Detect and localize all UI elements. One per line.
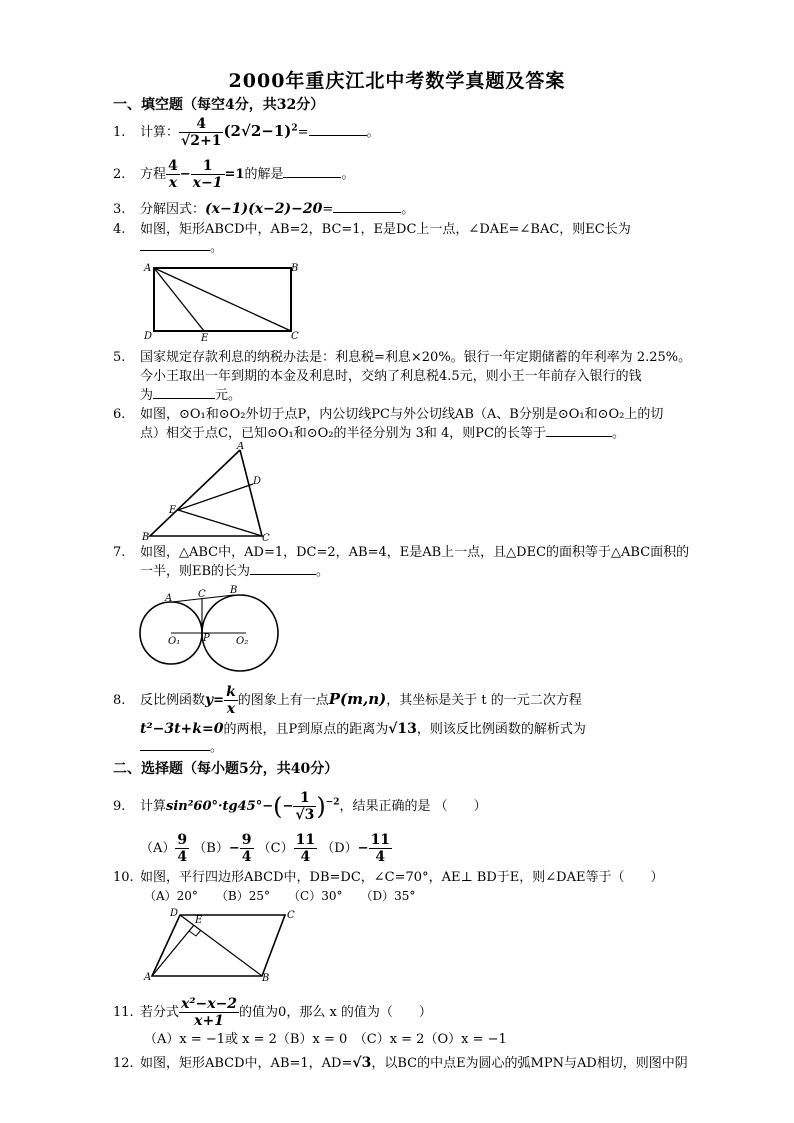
- question-number: 4.: [113, 222, 126, 237]
- question-8: [113, 684, 582, 717]
- page-title: 2000年重庆江北中考数学真题及答案: [228, 70, 566, 92]
- option-b[interactable]: [193, 832, 253, 865]
- text: 。: [341, 167, 355, 182]
- option-a[interactable]: [140, 832, 189, 865]
- answer-blank[interactable]: [140, 738, 210, 751]
- answer-blank[interactable]: [333, 200, 401, 213]
- fraction: [179, 116, 223, 149]
- answer-blank[interactable]: [309, 123, 367, 136]
- numerator: 9: [241, 832, 252, 848]
- question-5: [113, 348, 691, 368]
- denominator: 4: [375, 849, 386, 865]
- text: 点）相交于点C，已知⊙O₁和⊙O₂的半径分别为 3和 4，则PC的长等于: [140, 426, 546, 441]
- question-1: [113, 116, 380, 149]
- label-b: B: [230, 585, 238, 596]
- text: 反比例函数: [140, 693, 206, 708]
- text: ，其坐标是关于 t 的一元二次方程: [386, 693, 582, 708]
- variable: y: [205, 692, 214, 708]
- label-d: D: [170, 908, 179, 919]
- label-c: C: [262, 533, 270, 542]
- option-d[interactable]: [321, 832, 392, 865]
- minus: −: [282, 799, 294, 814]
- expression: (x−1)(x−2)−20: [205, 201, 323, 217]
- question-3: [113, 199, 414, 220]
- fraction: [369, 832, 392, 865]
- label-c: C: [198, 589, 206, 600]
- text: 的值为0，那么 x 的值为（ ）: [239, 1005, 432, 1020]
- text: 的图象上有一点: [237, 693, 329, 708]
- label-c: C: [287, 910, 295, 921]
- numerator: 11: [295, 832, 316, 848]
- label-d: D: [144, 331, 153, 342]
- fraction: [191, 158, 225, 191]
- numerator: 11: [370, 832, 391, 848]
- question-10-options[interactable]: （A）20° （B）25° （C）30° （D）35°: [144, 889, 416, 903]
- section-choice: 二、选择题（每小题5分，共40分）: [113, 761, 339, 777]
- figure-triangle: [140, 442, 280, 542]
- question-number: 9.: [113, 799, 126, 814]
- question-10: [113, 868, 663, 888]
- numerator: x²−x−2: [181, 996, 238, 1012]
- label-b: B: [262, 973, 270, 982]
- expression: (2√2−1): [223, 122, 292, 140]
- text: =: [322, 202, 334, 217]
- point: P(m,n): [328, 690, 387, 708]
- question-number: 12.: [113, 1056, 134, 1071]
- label-a: A: [165, 593, 173, 604]
- question-number: 1.: [113, 125, 126, 140]
- label-a: A: [237, 442, 245, 452]
- section-fill-in: 一、填空题（每空4分，共32分）: [113, 97, 325, 113]
- label-o2: O₂: [236, 636, 249, 647]
- text: 计算：: [140, 125, 180, 140]
- fraction: [166, 158, 180, 191]
- text: 。: [401, 202, 415, 217]
- numerator: k: [226, 684, 236, 700]
- text: 国家规定存款利息的纳税办法是：利息税=利息×20%。银行一年定期储蓄的年利率为 2.25%。: [140, 350, 692, 365]
- question-5-line2: 今小王取出一年到期的本金及利息时，交纳了利息税4.5元，则小王一年前存入银行的钱: [140, 369, 642, 384]
- figure-circles: [138, 583, 286, 677]
- sqrt-value: √3: [352, 1055, 372, 1071]
- exponent: 2: [291, 123, 298, 134]
- label-e: E: [201, 333, 209, 342]
- exponent: −2: [325, 797, 340, 808]
- label-d: D: [253, 476, 262, 487]
- segment-ed: [178, 484, 253, 510]
- text: 为: [140, 388, 154, 403]
- answer-blank[interactable]: [250, 562, 316, 575]
- option-label: （C）: [257, 841, 294, 856]
- question-11: [113, 996, 432, 1029]
- text: 如图，⊙O₁和⊙O₂外切于点P，内公切线PC与外公切线AB（A、B分别是⊙O₁和⊙O₂上的切: [140, 407, 664, 422]
- text: 。: [210, 240, 224, 255]
- fraction: [293, 790, 316, 823]
- numerator: 9: [177, 832, 188, 848]
- answer-blank[interactable]: [546, 424, 612, 437]
- denominator: √3: [295, 807, 315, 823]
- question-7-line2: [140, 562, 329, 582]
- option-label: （A）: [140, 841, 176, 856]
- label-a: A: [144, 263, 152, 274]
- option-label: （D）: [321, 841, 358, 856]
- diagonal-ac: [154, 268, 291, 331]
- fraction: [175, 832, 189, 865]
- text: 。: [366, 125, 380, 140]
- question-9: [113, 790, 487, 823]
- label-p: P: [203, 633, 210, 644]
- question-number: 6.: [113, 407, 126, 422]
- triangle-abc: [150, 450, 262, 536]
- option-label: （B）: [193, 841, 229, 856]
- text: 如图，矩形ABCD中，AB=2，BC=1，E是DC上一点，∠DAE=∠BAC，则EC长为: [140, 222, 631, 237]
- question-number: 8.: [113, 693, 126, 708]
- denominator: 4: [177, 849, 188, 865]
- text: 若分式: [140, 1005, 180, 1020]
- denominator: x−1: [192, 175, 223, 191]
- sqrt-value: √13: [388, 721, 417, 737]
- text: 方程: [140, 167, 167, 182]
- text: 的解是: [244, 167, 284, 182]
- question-6-line2: [140, 424, 625, 444]
- fraction: [224, 684, 238, 717]
- text: ，以BC的中点E为圆心的弧MPN与AD相切，则图中阴: [371, 1056, 688, 1071]
- denominator: x+1: [194, 1013, 224, 1029]
- label-b: B: [142, 532, 150, 542]
- diagonal-bd: [180, 915, 262, 976]
- text: 计算: [140, 799, 167, 814]
- question-5-line3: [140, 386, 241, 406]
- question-4-answer: [140, 238, 223, 258]
- answer-blank[interactable]: [153, 386, 215, 399]
- paren-left: (: [273, 792, 283, 821]
- segment-ec: [178, 510, 262, 536]
- text: 一半，则EB的长为: [140, 564, 251, 579]
- text: 。: [611, 426, 625, 441]
- numerator: 4: [168, 158, 178, 174]
- parallelogram-abcd: [152, 915, 285, 976]
- text: 如图，平行四边形ABCD中，DB=DC，∠C=70°，AE⊥ BD于E，则∠DAE等于（ ）: [140, 870, 664, 885]
- question-number: 3.: [113, 202, 126, 217]
- label-a: A: [144, 972, 152, 982]
- figure-parallelogram: [142, 906, 302, 982]
- denominator: x: [226, 701, 236, 717]
- numerator: 4: [179, 116, 223, 133]
- question-number: 7.: [113, 545, 126, 560]
- question-2: [113, 158, 354, 191]
- numerator: 1: [191, 158, 225, 175]
- right-angle-mark: [189, 930, 201, 936]
- question-8-line2: [140, 719, 586, 740]
- numerator: 1: [293, 790, 316, 807]
- segment-ae: [152, 925, 194, 976]
- question-number: 10.: [113, 870, 134, 885]
- text: 的两根，且P到原点的距离为: [223, 722, 389, 737]
- answer-blank[interactable]: [283, 165, 341, 178]
- denominator: 4: [300, 849, 311, 865]
- text: 如图，△ABC中，AD=1，DC=2，AB=4，E是AB上一点，且△DEC的面积等于△ABC面积的: [140, 545, 690, 560]
- question-12: [113, 1053, 688, 1074]
- paren-right: ): [316, 792, 326, 821]
- option-sign: −: [228, 841, 240, 856]
- text: 如图，矩形ABCD中，AB=1，AD=: [140, 1056, 353, 1071]
- question-11-options[interactable]: （A）x = −1或 x = 2（B）x = 0 （C）x = 2（O）x = −1: [144, 1032, 507, 1047]
- question-6: [113, 405, 663, 425]
- text: 。: [316, 564, 330, 579]
- fraction: [179, 996, 239, 1029]
- question-number: 5.: [113, 350, 126, 365]
- option-sign: −: [357, 841, 369, 856]
- label-e: E: [169, 505, 177, 516]
- label-e: E: [195, 915, 203, 926]
- fraction: [240, 832, 254, 865]
- expression: =1: [224, 167, 245, 182]
- option-c[interactable]: [257, 832, 317, 865]
- question-7: [113, 543, 689, 563]
- operator: −: [179, 167, 191, 182]
- denominator: 4: [241, 849, 252, 865]
- label-c: C: [291, 331, 299, 342]
- text: 分解因式：: [140, 202, 206, 217]
- fraction: [294, 832, 317, 865]
- denominator: x: [168, 175, 178, 191]
- text: 。: [210, 740, 224, 755]
- figure-rectangle: [140, 260, 310, 342]
- equation: t²−3t+k=0: [140, 721, 224, 737]
- text: 元。: [215, 388, 242, 403]
- denominator: √2+1: [181, 133, 222, 149]
- segment-ae: [154, 268, 204, 331]
- expression: sin²60°·tg45°−: [166, 799, 274, 814]
- question-number: 11.: [113, 1005, 134, 1020]
- text: =: [297, 125, 309, 140]
- text: ，则该反比例函数的解析式为: [416, 722, 586, 737]
- question-number: 2.: [113, 167, 126, 182]
- answer-blank[interactable]: [140, 238, 210, 251]
- label-b: B: [291, 263, 299, 274]
- label-o1: O₁: [168, 636, 181, 647]
- operator: =: [213, 693, 225, 708]
- question-9-options: [140, 832, 392, 865]
- question-8-answer: [140, 738, 223, 758]
- question-4: [113, 220, 631, 240]
- text: ，结果正确的是 （ ）: [339, 799, 487, 814]
